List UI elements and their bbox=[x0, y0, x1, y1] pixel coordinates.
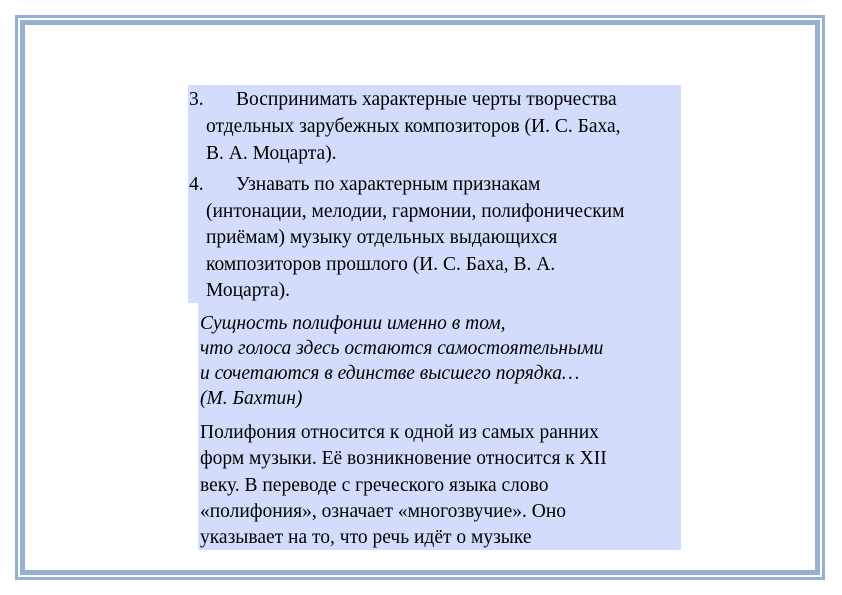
item-line: отдельных зарубежных композиторов (И. С. Баха, bbox=[206, 116, 621, 137]
item-line: Моцарта). bbox=[206, 280, 290, 301]
quote-line: Сущность полифонии именно в том, bbox=[200, 313, 506, 334]
quote-author: (М. Бахтин) bbox=[200, 388, 303, 409]
quote-line: и сочетаются в единстве высшего порядка… bbox=[200, 363, 580, 384]
item-line: В. А. Моцарта). bbox=[206, 143, 337, 164]
paragraph-line: форм музыки. Её возникновение относится к XII bbox=[200, 448, 607, 469]
item-line: приёмам) музыку отдельных выдающихся bbox=[206, 227, 558, 248]
item-number: 4. bbox=[189, 174, 204, 195]
item-line: (интонации, мелодии, гармонии, полифоническим bbox=[206, 201, 625, 222]
paragraph-line: «полифония», означает «многозвучие». Оно bbox=[200, 501, 567, 522]
paragraph-line: веку. В переводе с греческого языка слово bbox=[200, 475, 549, 496]
item-line: композиторов прошлого (И. С. Баха, В. А. bbox=[206, 254, 556, 275]
quote-line: что голоса здесь остаются самостоятельными bbox=[200, 338, 604, 359]
item-line: Воспринимать характерные черты творчества bbox=[236, 89, 617, 110]
paragraph-line: указывает на то, что речь идёт о музыке bbox=[200, 527, 532, 548]
item-line: Узнавать по характерным признакам bbox=[236, 174, 541, 195]
paragraph-line: Полифония относится к одной из самых ранних bbox=[200, 422, 599, 443]
item-number: 3. bbox=[189, 89, 204, 110]
